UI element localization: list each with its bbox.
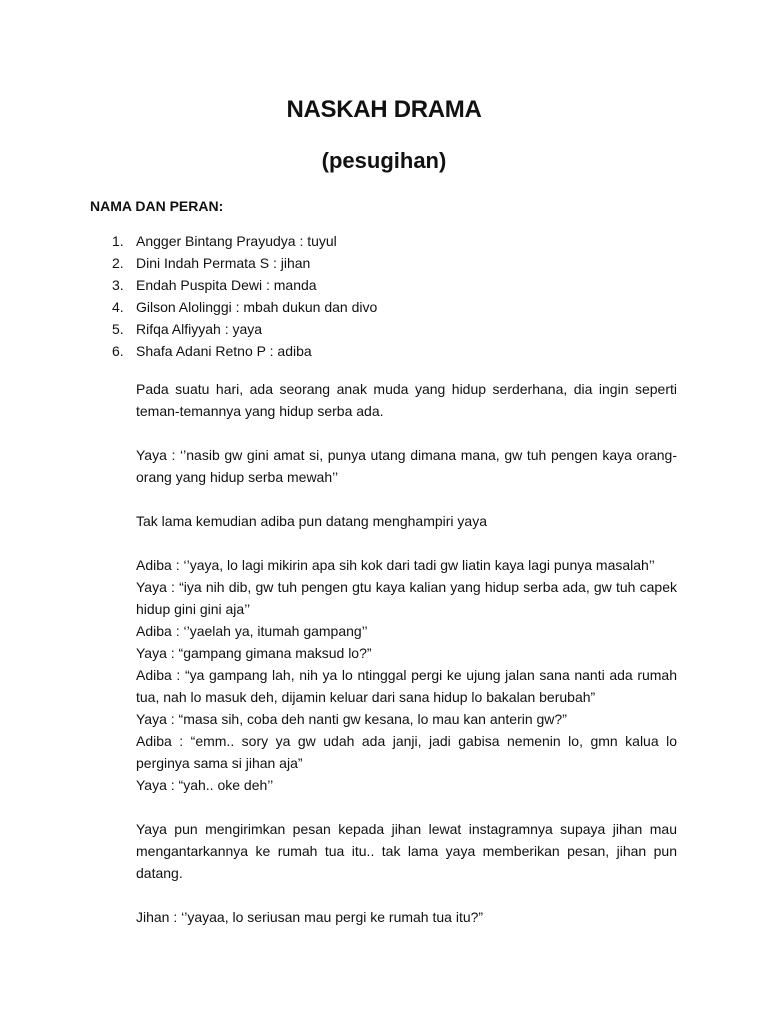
document-title: NASKAH DRAMA [286, 96, 482, 123]
dialogue-line: Yaya : “iya nih dib, gw tuh pengen gtu kaya kalian yang hidup serba ada, gw tuh capek hidup gini gini aja’’ [136, 579, 677, 617]
cast-item-text: Angger Bintang Prayudya : tuyul [136, 233, 337, 249]
cast-item-number: 2. [112, 255, 124, 271]
cast-item [90, 230, 377, 252]
dialogue-line: Yaya : “yah.. oke deh’’ [136, 777, 274, 793]
cast-item-number: 3. [112, 277, 124, 293]
narration-paragraph: Pada suatu hari, ada seorang anak muda yang hidup serderhana, dia ingin seperti teman-temannya yang hidup serba ada. [136, 381, 677, 419]
cast-item-number: 6. [112, 343, 124, 359]
script-body [136, 378, 677, 950]
document-subtitle: (pesugihan) [321, 148, 447, 173]
narration-paragraph: Tak lama kemudian adiba pun datang menghampiri yaya [136, 513, 487, 529]
dialogue-paragraph: Yaya : ‘’nasib gw gini amat si, punya utang dimana mana, gw tuh pengen kaya orang-orang yang hidup serba mewah’’ [136, 447, 677, 485]
cast-item-text: Rifqa Alfiyyah : yaya [136, 321, 263, 337]
cast-item-text: Dini Indah Permata S : jihan [136, 255, 311, 271]
cast-item-number: 5. [112, 321, 124, 337]
dialogue-paragraph: Jihan : ‘’yayaa, lo seriusan mau pergi ke rumah tua itu?” [136, 909, 484, 925]
narration-paragraph: Yaya pun mengirimkan pesan kepada jihan lewat instagramnya supaya jihan mau mengantarkannya ke rumah tua itu.. tak lama yaya memberikan pesan, jihan pun datang. [136, 821, 677, 881]
cast-item [90, 296, 377, 318]
cast-item-number: 4. [112, 299, 124, 315]
dialogue-line: Adiba : ‘’yaya, lo lagi mikirin apa sih kok dari tadi gw liatin kaya lagi punya masalah’’ [136, 557, 655, 573]
cast-item-text: Shafa Adani Retno P : adiba [136, 343, 312, 359]
cast-item [90, 252, 377, 274]
dialogue-block [136, 554, 677, 796]
dialogue-line: Yaya : “masa sih, coba deh nanti gw kesana, lo mau kan anterin gw?” [136, 711, 567, 727]
dialogue-line: Adiba : “ya gampang lah, nih ya lo ntinggal pergi ke ujung jalan sana nanti ada rumah tua, nah lo masuk deh, dijamin keluar dari sana hidup lo bakalan berubah” [136, 667, 677, 705]
dialogue-line: Yaya : “gampang gimana maksud lo?” [136, 645, 372, 661]
cast-list [90, 230, 377, 362]
cast-item [90, 340, 377, 362]
cast-item-number: 1. [112, 233, 124, 249]
cast-heading: NAMA DAN PERAN: [90, 198, 224, 214]
dialogue-line: Adiba : ‘’yaelah ya, itumah gampang’’ [136, 623, 368, 639]
cast-item-text: Endah Puspita Dewi : manda [136, 277, 317, 293]
cast-item [90, 274, 377, 296]
dialogue-line: Adiba : “emm.. sory ya gw udah ada janji, jadi gabisa nemenin lo, gmn kalua lo perginya sama si jihan aja” [136, 733, 677, 771]
cast-item-text: Gilson Alolinggi : mbah dukun dan divo [136, 299, 378, 315]
cast-item [90, 318, 377, 340]
